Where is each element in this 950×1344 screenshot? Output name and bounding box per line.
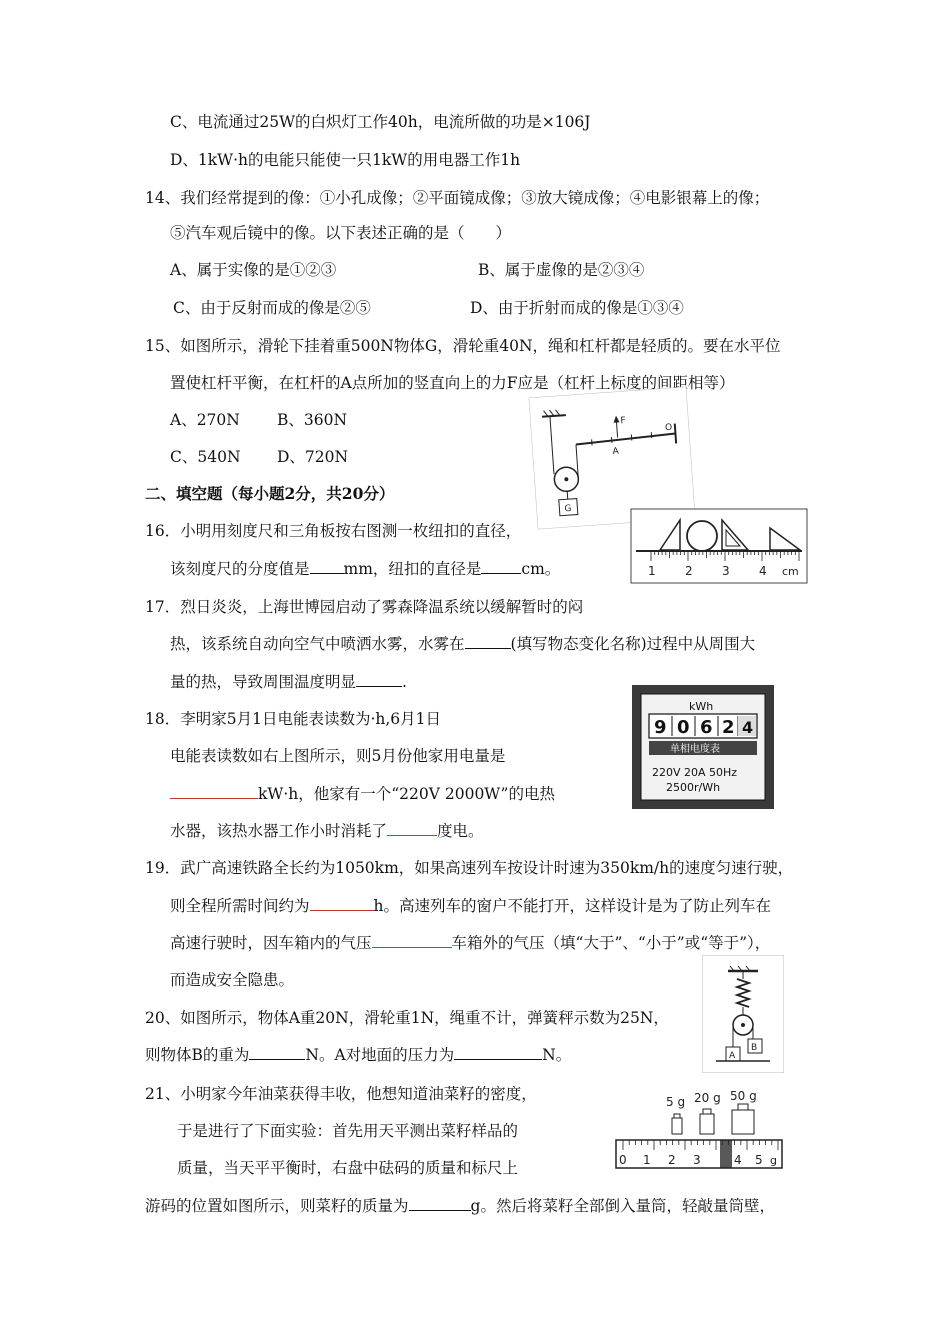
meter-decimal: 4 [742,718,754,737]
ruler-tick-1: 1 [648,564,656,578]
ruler-unit: cm [782,565,799,578]
q17-stem-line2 [170,634,755,654]
q17-text-a: 热，该系统自动向空气中喷洒水雾，水雾在 [170,635,465,653]
q20-stem-line1: 20、如图所示，物体A重20N，滑轮重1N，绳重不计，弹簧秤示数为25N， [145,1009,669,1027]
q19-stem-line4: 而造成安全隐患。 [170,971,295,989]
meter-digit-3: 6 [700,717,713,738]
scale-label-4: 4 [734,1153,742,1167]
q17-stem-line1: 17．烈日炎炎，上海世博园启动了雾森降温系统以缓解暂时的闷 [145,598,584,616]
label-g: G [564,503,572,515]
q18-stem-line1: 18．李明家5月1日电能表读数为·h,6月1日 [145,710,442,728]
q14-option-c: C、由于反射而成的像是②⑤ [173,299,371,317]
q19-text-d: 车箱外的气压（填“大于”、“小于”或“等于”）， [451,934,771,952]
q20-stem-line2 [145,1045,571,1065]
meter-rate: 2500r/Wh [666,781,721,794]
answer-blank[interactable] [356,672,402,687]
q14-option-d: D、由于折射而成的像是①③④ [470,299,684,317]
q16-text-c: cm。 [521,560,561,578]
q14-option-b: B、属于虚像的是②③④ [478,261,645,279]
q13-option-d: D、1kW·h的电能只能使一只1kW的用电器工作1h [170,151,521,169]
q21-text-a: 游码的位置如图所示，则菜籽的质量为 [145,1197,409,1215]
q19-stem-line3 [170,933,770,953]
meter-unit: kWh [689,700,714,713]
q18-text-b: 水器，该热水器工作小时消耗了 [170,822,388,840]
q15-option-a: A、270N [170,411,240,429]
scale-label-1: 1 [643,1153,651,1167]
q15-option-b: B、360N [277,411,348,429]
q14-stem-line1: 14、我们经常提到的像：①小孔成像；②平面镜成像；③放大镜成像；④电影银幕上的像； [145,189,770,207]
label-f: F [620,415,626,427]
pulley-spring-figure [702,955,784,1073]
q15-stem-line1: 15、如图所示，滑轮下挂着重500N物体G，滑轮重40N，绳和杠杆都是轻质的。要在水平位 [145,337,781,355]
scale-label-2: 2 [668,1153,676,1167]
q21-stem-line4 [145,1196,775,1216]
q17-text-c: 量的热，导致周围温度明显 [170,673,357,691]
q14-option-a: A、属于实像的是①②③ [170,261,337,279]
q19-stem-line1: 19．武广高速铁路全长约为1050km，如果高速列车按设计时速为350km/h的速度匀速行驶， [145,859,794,877]
q19-text-b: h。高速列车的窗户不能打开，这样设计是为了防止列车在 [373,897,772,915]
meter-digit-1: 9 [654,717,667,738]
q18-text-c: 度电。 [437,822,484,840]
answer-blank[interactable] [454,1045,542,1060]
meter-digit-2: 0 [677,717,690,738]
answer-blank[interactable] [170,784,258,799]
label-o: O [664,422,673,434]
q16-text-b: mm，纽扣的直径是 [343,560,482,578]
q18-text-a: kW·h，他家有一个“220V 2000W”的电热 [258,785,555,803]
q18-stem-line4 [170,821,484,841]
answer-blank[interactable] [249,1045,305,1060]
q16-text-a: 该刻度尺的分度值是 [170,560,310,578]
meter-spec: 220V 20A 50Hz [652,766,738,779]
ruler-tick-2: 2 [685,564,693,578]
q17-text-b: (填写物态变化名称)过程中从周围大 [510,635,756,653]
q21-text-b: g。然后将菜籽全部倒入量筒，轻敲量筒壁， [470,1197,775,1215]
weight-label-5g: 5 g [666,1095,686,1109]
lever-pulley-figure [533,392,691,524]
q20-text-b: N。A对地面的压力为 [305,1046,455,1064]
balance-weights-figure [612,1082,790,1176]
q18-stem-line3 [170,784,555,804]
q18-stem-line2: 电能表读数如右上图所示，则5月份他家用电量是 [170,747,506,765]
answer-blank[interactable] [465,634,511,649]
q20-text-c: N。 [542,1046,572,1064]
q21-stem-line1: 21、小明家今年油菜获得丰收，他想知道油菜籽的密度， [145,1085,537,1103]
scale-unit: g [770,1154,777,1167]
answer-blank[interactable] [310,559,344,574]
ruler-figure [630,508,808,584]
answer-blank[interactable] [409,1196,471,1211]
q19-text-c: 高速行驶时，因车箱内的气压 [170,934,372,952]
q17-stem-line3 [170,672,407,692]
meter-digit-4: 2 [722,717,735,738]
q15-stem-line2: 置使杠杆平衡，在杠杆的A点所加的竖直向上的力F应是（杠杆上标度的间距相等） [170,374,735,392]
q19-stem-line2 [170,896,771,916]
ruler-tick-4: 4 [759,564,767,578]
ruler-tick-3: 3 [722,564,730,578]
electric-meter-figure [632,685,774,809]
label-block-a: A [729,1051,736,1061]
q16-stem-line2 [170,559,560,579]
q13-option-c: C、电流通过25W的白炽灯工作40h，电流所做的功是×106J [170,113,591,131]
weight-label-50g: 50 g [730,1089,757,1103]
section-title: 二、填空题（每小题2分，共20分） [145,484,395,503]
q16-stem-line1: 16．小明用刻度尺和三角板按右图测一枚纽扣的直径， [145,522,522,540]
scale-label-0: 0 [619,1153,627,1167]
q14-stem-line2: ⑤汽车观后镜中的像。以下表述正确的是（ ） [170,224,512,242]
answer-blank[interactable] [481,559,521,574]
scale-label-5: 5 [755,1153,763,1167]
label-a: A [612,446,620,457]
q15-option-c: C、540N [170,448,241,466]
answer-blank[interactable] [372,933,452,948]
answer-blank[interactable] [387,821,437,836]
scale-label-3: 3 [693,1153,701,1167]
label-block-b: B [751,1043,758,1053]
q17-text-d: . [402,673,407,691]
q21-stem-line3: 质量，当天平平衡时，右盘中砝码的质量和标尺上 [177,1159,519,1177]
weight-label-20g: 20 g [694,1091,721,1105]
meter-name: 单相电度表 [670,744,720,755]
q20-text-a: 则物体B的重为 [145,1046,250,1064]
q19-text-a: 则全程所需时间约为 [170,897,310,915]
q15-option-d: D、720N [277,448,349,466]
q21-stem-line2: 于是进行了下面实验：首先用天平测出菜籽样品的 [177,1122,519,1140]
answer-blank[interactable] [310,896,374,911]
